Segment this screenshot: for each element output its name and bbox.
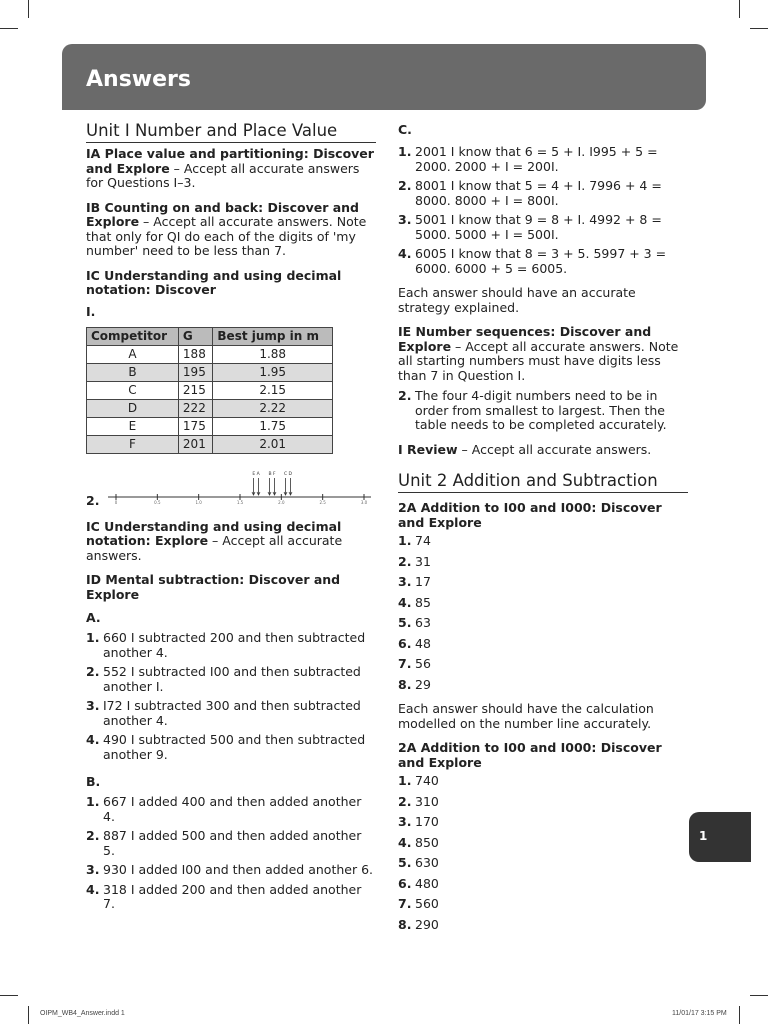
- list-item: [86, 665, 376, 694]
- table-cell: 1.95: [213, 363, 333, 381]
- section-title: IE Number sequences: Discover and Explore: [398, 324, 652, 354]
- list-item: [398, 145, 688, 174]
- item-number: 1.: [398, 533, 412, 548]
- item-number: 6.: [398, 635, 412, 651]
- right-column: [398, 118, 688, 942]
- tick-label: 2.0: [278, 499, 285, 505]
- list-item: [398, 179, 688, 208]
- left-column: [86, 118, 376, 922]
- list-item: [398, 897, 688, 912]
- item-number: 7.: [398, 656, 412, 671]
- note-text: Each answer should have the calculation modelled on the number line accurately.: [398, 701, 654, 731]
- answer-list: [398, 774, 688, 932]
- section-text: – Accept all accurate answers. Note all starting numbers must have digits less than 7 in Question I.: [398, 338, 679, 383]
- crop-mark: [750, 28, 768, 29]
- item-text: 63: [415, 615, 431, 630]
- item-number: 6.: [398, 875, 412, 891]
- unit-heading: Unit 2 Addition and Subtraction: [398, 471, 688, 493]
- item-text: 8001 I know that 5 = 4 + I. 7996 + 4 = 8000. 8000 + I = 800I.: [415, 178, 662, 208]
- section-1b: [86, 201, 376, 259]
- item-text: 29: [415, 676, 431, 692]
- list-item: [86, 795, 376, 824]
- page-header: [62, 44, 706, 110]
- table-cell: E: [87, 417, 179, 435]
- item-number: 3.: [398, 814, 412, 829]
- crop-mark: [0, 995, 18, 996]
- table-cell: 175: [178, 417, 212, 435]
- section-title: IC Understanding and using decimal notation: Discover: [86, 267, 342, 297]
- item-text: 930 I added I00 and then added another 6.: [103, 862, 373, 877]
- item-text: 48: [415, 635, 431, 651]
- item-text: 5001 I know that 9 = 8 + I. 4992 + 8 = 5000. 5000 + I = 500I.: [415, 212, 662, 242]
- table-cell: B: [87, 363, 179, 381]
- section-title: IC Understanding and using decimal notation: Explore: [86, 518, 342, 548]
- number-line-question: [86, 468, 376, 510]
- item-number: 2.: [86, 828, 100, 843]
- table-cell: 215: [178, 381, 212, 399]
- list-item: [398, 856, 688, 871]
- item-number: 2.: [398, 553, 412, 569]
- arrow-marker: [273, 478, 276, 495]
- list-item: [86, 883, 376, 912]
- list-item: [86, 699, 376, 728]
- crop-mark: [739, 1006, 740, 1024]
- item-text: 660 I subtracted 200 and then subtracted another 4.: [103, 630, 366, 660]
- tick-label: 0: [114, 499, 118, 505]
- question-number: 2.: [86, 492, 100, 508]
- item-number: 4.: [86, 732, 100, 747]
- section-title: I Review: [398, 441, 458, 457]
- item-number: 2.: [398, 178, 412, 193]
- table-cell: 188: [178, 345, 212, 363]
- item-text: 6005 I know that 8 = 3 + 5. 5997 + 3 = 6000. 6000 + 5 = 6005.: [415, 246, 667, 276]
- page-title: Answers: [86, 67, 191, 92]
- item-text: 850: [415, 834, 439, 850]
- section-title: IB Counting on and back: Discover and Explore: [86, 199, 359, 229]
- item-number: 8.: [398, 676, 412, 692]
- part-label: B.: [86, 774, 101, 789]
- item-text: 310: [415, 793, 439, 809]
- table-row: [87, 399, 333, 417]
- item-number: 4.: [398, 594, 412, 610]
- item-number: 1.: [86, 630, 100, 645]
- part-label: A.: [86, 610, 101, 625]
- item-number: 4.: [398, 246, 412, 261]
- item-text: 74: [415, 533, 431, 548]
- item-number: 4.: [86, 881, 100, 897]
- arrow-marker: [257, 478, 260, 495]
- item-number: 1.: [398, 144, 412, 159]
- section-text: – Accept all accurate answers for Questions I–3.: [86, 160, 360, 190]
- crop-mark: [28, 0, 29, 18]
- section-1e: [398, 325, 688, 383]
- crop-mark: [750, 995, 768, 996]
- item-number: 8.: [398, 916, 412, 932]
- item-number: 3.: [86, 698, 100, 713]
- list-item: [398, 616, 688, 631]
- list-item: [398, 795, 688, 810]
- crop-mark: [28, 1006, 29, 1024]
- page-number-tab: [689, 812, 751, 862]
- table-row: [87, 435, 333, 453]
- note-text: Each answer should have an accurate strategy explained.: [398, 285, 636, 315]
- item-number: 3.: [398, 574, 412, 589]
- item-number: 5.: [398, 855, 412, 870]
- answer-list: [398, 145, 688, 276]
- table-cell: 1.75: [213, 417, 333, 435]
- table-row: [87, 381, 333, 399]
- tick-label: 1.5: [236, 499, 244, 505]
- item-text: 740: [415, 773, 439, 788]
- table-header: G: [178, 327, 212, 345]
- number-line: [86, 468, 376, 510]
- table-cell: F: [87, 435, 179, 453]
- footer-timestamp: 11/01/17 3:15 PM: [672, 1010, 727, 1017]
- table-cell: D: [87, 399, 179, 417]
- unit-heading: Unit I Number and Place Value: [86, 121, 376, 143]
- tick-label: 2.5: [319, 499, 326, 505]
- section-2a-second: [398, 741, 688, 770]
- table-cell: 201: [178, 435, 212, 453]
- table-cell: 2.01: [213, 435, 333, 453]
- part-label: C.: [398, 122, 412, 137]
- table-cell: A: [87, 345, 179, 363]
- item-number: 4.: [398, 834, 412, 850]
- review-section: [398, 443, 688, 458]
- arrow-marker: [252, 478, 255, 495]
- item-text: 2001 I know that 6 = 5 + I. I995 + 5 = 2000. 2000 + I = 200I.: [415, 144, 658, 174]
- item-number: 3.: [86, 862, 100, 877]
- point-label: C D: [283, 471, 293, 477]
- crop-mark: [739, 0, 740, 18]
- item-number: 7.: [398, 896, 412, 911]
- question-number: I.: [86, 303, 96, 319]
- jump-table: [86, 327, 333, 454]
- item-number: 1.: [86, 794, 100, 809]
- list-item: [398, 836, 688, 851]
- table-cell: C: [87, 381, 179, 399]
- list-item: [398, 657, 688, 672]
- tick-label: 1.0: [195, 499, 202, 505]
- item-text: 560: [415, 896, 439, 911]
- table-header: Competitor: [87, 327, 179, 345]
- item-text: 667 I added 400 and then added another 4.: [103, 794, 362, 824]
- table-cell: 222: [178, 399, 212, 417]
- answer-list: [398, 534, 688, 692]
- table-row: [87, 417, 333, 435]
- list-item: [86, 829, 376, 858]
- list-item: [398, 213, 688, 242]
- item-text: 552 I subtracted I00 and then subtracted another I.: [103, 664, 361, 694]
- section-2a: [398, 501, 688, 530]
- table-cell: 2.22: [213, 399, 333, 417]
- point-label: B F: [268, 471, 276, 477]
- footer-file: OIPM_WB4_Answer.indd 1: [40, 1010, 125, 1017]
- item-text: 318 I added 200 and then added another 7.: [103, 881, 362, 911]
- item-text: 290: [415, 916, 439, 932]
- list-item: [398, 555, 688, 570]
- list-item: [398, 877, 688, 892]
- item-number: 2.: [398, 388, 412, 403]
- answer-list: [86, 631, 376, 762]
- answer-list: [86, 795, 376, 912]
- answer-list: [398, 389, 688, 433]
- item-text: 480: [415, 875, 439, 891]
- section-title: IA Place value and partitioning: Discover and Explore: [86, 146, 374, 176]
- section-text: – Accept all accurate answers.: [457, 441, 652, 457]
- item-text: 56: [415, 656, 431, 671]
- section-1a: [86, 147, 376, 191]
- tick-label: 3.0: [360, 499, 368, 505]
- table-row: [87, 363, 333, 381]
- list-item: [398, 774, 688, 789]
- section-title: ID Mental subtraction: Discover and Explore: [86, 572, 341, 602]
- section-title: 2A Addition to I00 and I000: Discover and Explore: [398, 740, 662, 770]
- item-text: 170: [415, 814, 439, 829]
- item-number: 5.: [398, 615, 412, 630]
- item-text: 887 I added 500 and then added another 5.: [103, 828, 362, 858]
- item-number: 2.: [86, 664, 100, 679]
- section-1c: [86, 269, 376, 298]
- table-cell: 195: [178, 363, 212, 381]
- item-text: 17: [415, 574, 431, 589]
- tick-label: 0.5: [154, 499, 161, 505]
- list-item: [398, 534, 688, 549]
- section-text: – Accept all accurate answers.: [86, 533, 343, 563]
- item-number: 1.: [398, 773, 412, 788]
- list-item: [86, 631, 376, 660]
- item-text: 630: [415, 855, 439, 870]
- arrow-marker: [289, 478, 292, 495]
- section-1c-explore: [86, 520, 376, 564]
- item-text: 85: [415, 594, 431, 610]
- item-number: 3.: [398, 212, 412, 227]
- page-number: 1: [699, 829, 708, 843]
- list-item: [398, 575, 688, 590]
- list-item: [398, 247, 688, 276]
- point-label: E A: [252, 471, 260, 477]
- table-row: [87, 345, 333, 363]
- list-item: [398, 389, 688, 433]
- arrow-marker: [284, 478, 287, 495]
- list-item: [86, 733, 376, 762]
- item-text: 490 I subtracted 500 and then subtracted another 9.: [103, 732, 366, 762]
- table-header: Best jump in m: [213, 327, 333, 345]
- section-text: – Accept all accurate answers. Note that only for QI do each of the digits of 'my number' need to be less than 7.: [86, 214, 367, 258]
- item-text: I72 I subtracted 300 and then subtracted another 4.: [103, 698, 361, 728]
- list-item: [398, 596, 688, 611]
- list-item: [398, 918, 688, 933]
- list-item: [398, 815, 688, 830]
- table-cell: 2.15: [213, 381, 333, 399]
- crop-mark: [0, 28, 18, 29]
- item-text: The four 4-digit numbers need to be in order from smallest to largest. Then the table needs to be completed accurately.: [415, 388, 667, 432]
- section-title: 2A Addition to I00 and I000: Discover and Explore: [398, 500, 662, 530]
- arrow-marker: [268, 478, 271, 495]
- item-number: 2.: [398, 793, 412, 809]
- table-cell: 1.88: [213, 345, 333, 363]
- section-1d: [86, 573, 376, 602]
- list-item: [86, 863, 376, 878]
- item-text: 31: [415, 553, 431, 569]
- list-item: [398, 678, 688, 693]
- list-item: [398, 637, 688, 652]
